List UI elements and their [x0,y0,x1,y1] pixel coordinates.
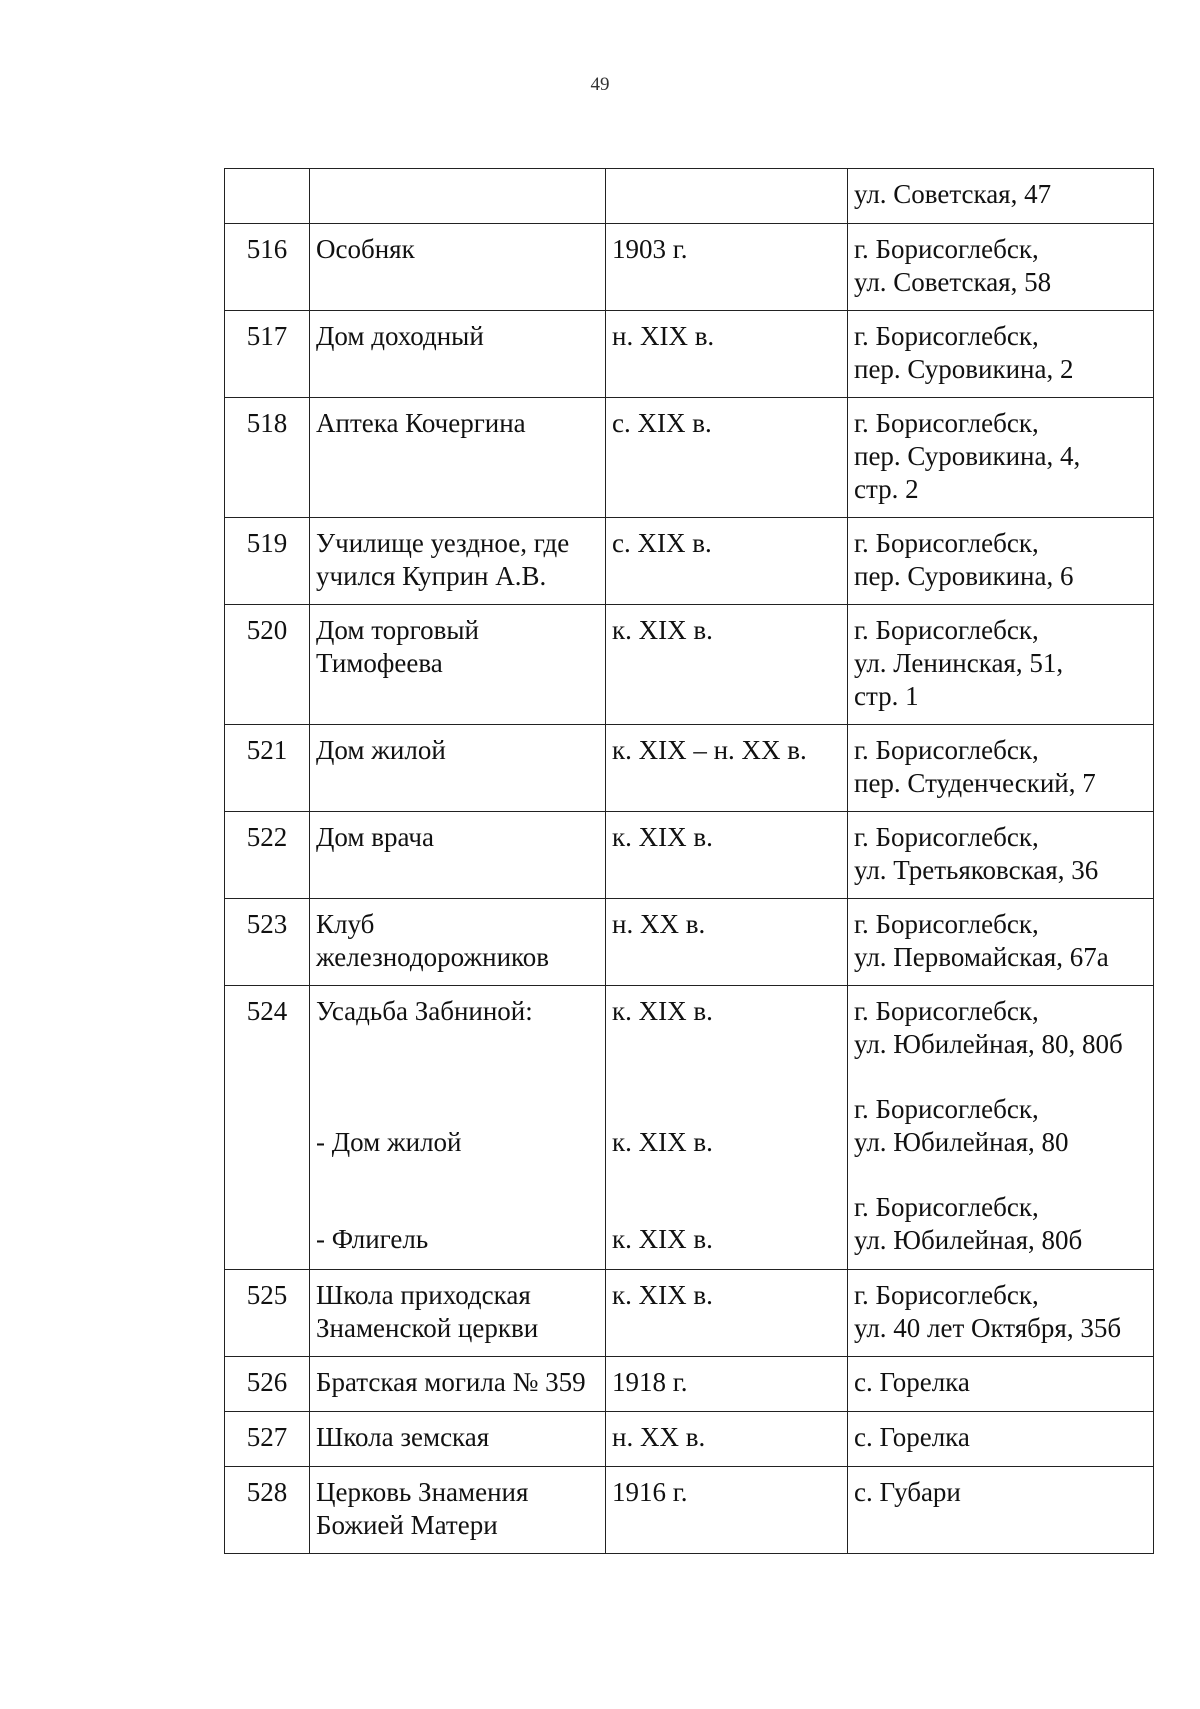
object-name-cell [310,1357,606,1412]
address-cell [848,1357,1154,1412]
object-name-cell [310,605,606,725]
object-name-line: Братская могила № 359 [316,1367,586,1397]
table-row [225,518,1154,605]
row-number-cell: 527 [225,1412,310,1467]
table-row [225,1357,1154,1412]
address-line: г. Борисоглебск, [854,822,1039,852]
row-number-cell: 517 [225,311,310,398]
date-cell: с. XIX в. [606,398,848,518]
object-name-line: Школа земская [316,1422,490,1452]
object-name-line: железнодорожников [316,942,550,972]
address-line: ул. 40 лет Октября, 35б [854,1313,1122,1343]
row-number-cell: 525 [225,1270,310,1357]
object-name-line: Клуб [316,909,375,939]
table-row [225,1412,1154,1467]
address-line: с. Горелка [854,1367,970,1397]
date-cell: к. XIX в. [606,605,848,725]
object-name-line: Божией Матери [316,1510,498,1540]
address-line: с. Горелка [854,1422,970,1452]
address-line: г. Борисоглебск, [854,1280,1039,1310]
date-cell: к. XIX в. [606,812,848,899]
row-number-cell: 522 [225,812,310,899]
table-row [225,311,1154,398]
address-line: стр. 2 [854,474,919,504]
date-cell: 1916 г. [606,1467,848,1554]
sub-address-line: ул. Юбилейная, 80б [854,1225,1083,1255]
address-line: г. Борисоглебск, [854,996,1039,1026]
address-line: ул. Советская, 47 [854,179,1052,209]
object-name-line: Школа приходская [316,1280,531,1310]
address-cell [848,725,1154,812]
date-cell: к. XIX – н. XX в. [606,725,848,812]
address-line: г. Борисоглебск, [854,234,1039,264]
address-line: г. Борисоглебск, [854,408,1039,438]
table-row [225,169,1154,224]
address-line: ул. Ленинская, 51, [854,648,1064,678]
date-line: к. XIX в. [612,996,713,1026]
object-name-line: Училище уездное, где [316,528,570,558]
date-cell: 1918 г. [606,1357,848,1412]
table-row [225,986,1154,1270]
address-cell [848,605,1154,725]
address-line: ул. Юбилейная, 80, 80б [854,1029,1123,1059]
address-line: г. Борисоглебск, [854,321,1039,351]
address-line: г. Борисоглебск, [854,735,1039,765]
date-cell: н. XX в. [606,899,848,986]
table-row [225,1270,1154,1357]
address-line: г. Борисоглебск, [854,528,1039,558]
sub-object-date: к. XIX в. [612,1127,713,1157]
sub-object-date: к. XIX в. [612,1224,713,1254]
object-name-line: Тимофеева [316,648,443,678]
address-line: пер. Суровикина, 6 [854,561,1074,591]
row-number-cell: 520 [225,605,310,725]
object-name-line: Дом торговый [316,615,479,645]
row-number-cell: 526 [225,1357,310,1412]
address-line: ул. Первомайская, 67а [854,942,1109,972]
address-cell [848,518,1154,605]
object-name-cell [310,169,606,224]
address-cell [848,398,1154,518]
address-cell [848,812,1154,899]
address-cell [848,1270,1154,1357]
address-line: стр. 1 [854,681,919,711]
address-line: ул. Советская, 58 [854,267,1052,297]
address-line: пер. Суровикина, 4, [854,441,1081,471]
sub-address-line: г. Борисоглебск, [854,1094,1039,1124]
date-cell: с. XIX в. [606,518,848,605]
row-number-cell: 519 [225,518,310,605]
address-cell [848,311,1154,398]
address-line: пер. Студенческий, 7 [854,768,1096,798]
sub-object-name: - Дом жилой [316,1127,462,1157]
address-cell [848,1412,1154,1467]
table-row [225,812,1154,899]
object-name-line: Усадьба Забниной: [316,996,533,1026]
object-name-line: Аптека Кочергина [316,408,526,438]
row-number-cell: 518 [225,398,310,518]
object-name-cell [310,725,606,812]
object-name-cell [310,986,606,1270]
object-name-line: Церковь Знамения [316,1477,529,1507]
object-name-cell [310,224,606,311]
object-name-line: Дом доходный [316,321,484,351]
object-name-cell [310,899,606,986]
address-line: г. Борисоглебск, [854,615,1039,645]
date-cell [606,169,848,224]
address-line: пер. Суровикина, 2 [854,354,1074,384]
object-name-cell [310,812,606,899]
table-row [225,605,1154,725]
object-name-cell [310,1412,606,1467]
object-name-line: Дом врача [316,822,434,852]
row-number-cell: 521 [225,725,310,812]
table-row [225,398,1154,518]
object-name-cell [310,1467,606,1554]
row-number-cell: 516 [225,224,310,311]
table-row [225,224,1154,311]
table-row [225,899,1154,986]
address-cell [848,1467,1154,1554]
address-line: с. Губари [854,1477,961,1507]
object-name-line: Особняк [316,234,415,264]
sub-object-name: - Флигель [316,1224,429,1254]
date-cell: н. XX в. [606,1412,848,1467]
object-name-line: Знаменской церкви [316,1313,539,1343]
object-name-cell [310,311,606,398]
address-cell [848,899,1154,986]
row-number-cell: 523 [225,899,310,986]
object-name-cell [310,398,606,518]
row-number-cell [225,169,310,224]
address-cell [848,986,1154,1270]
table-row [225,725,1154,812]
date-cell: к. XIX в. [606,1270,848,1357]
date-cell: н. XIX в. [606,311,848,398]
row-number-cell: 524 [225,986,310,1270]
heritage-registry-table [224,168,1154,1554]
date-cell [606,986,848,1270]
sub-address-line: г. Борисоглебск, [854,1192,1039,1222]
table-row [225,1467,1154,1554]
address-cell [848,224,1154,311]
address-cell [848,169,1154,224]
sub-address-line: ул. Юбилейная, 80 [854,1127,1069,1157]
date-cell: 1903 г. [606,224,848,311]
object-name-line: учился Куприн А.В. [316,561,547,591]
page-number: 49 [590,74,610,95]
object-name-cell [310,518,606,605]
object-name-cell [310,1270,606,1357]
object-name-line: Дом жилой [316,735,446,765]
address-line: г. Борисоглебск, [854,909,1039,939]
address-line: ул. Третьяковская, 36 [854,855,1099,885]
row-number-cell: 528 [225,1467,310,1554]
